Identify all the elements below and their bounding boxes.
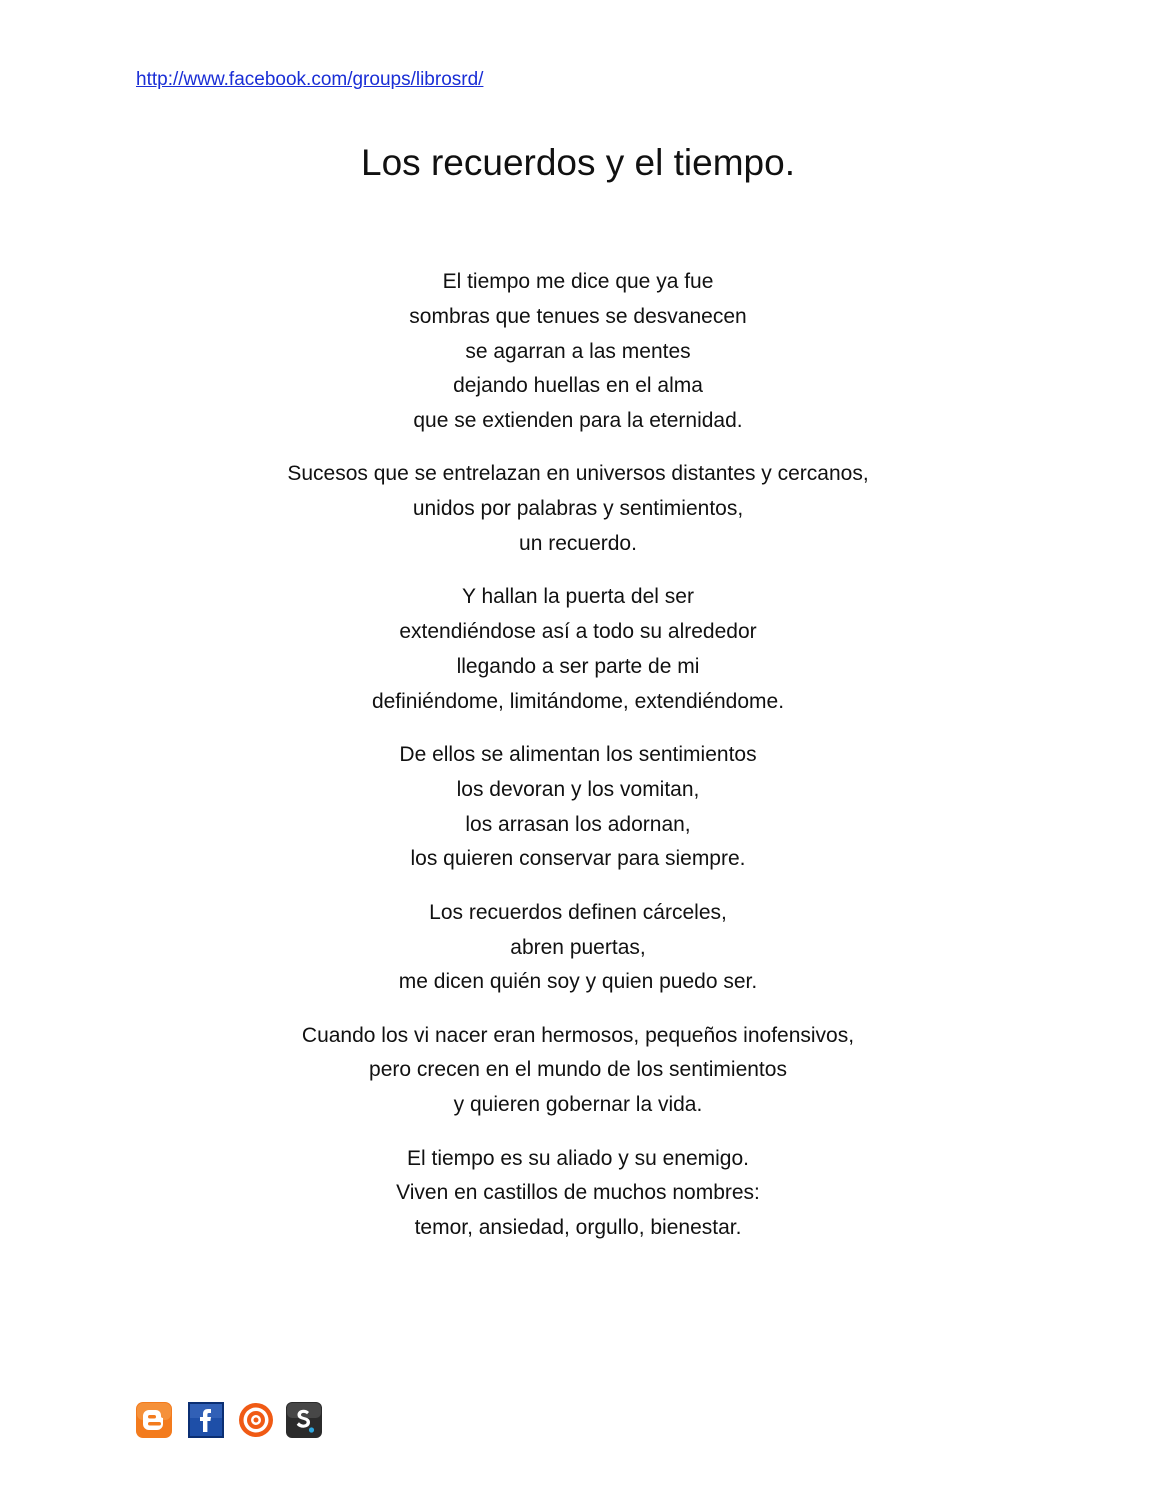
- poem-line: llegando a ser parte de mi: [456, 654, 700, 678]
- page-title: Los recuerdos y el tiempo.: [361, 142, 795, 183]
- stanza-4: [0, 738, 1156, 877]
- stanza-6: [0, 1019, 1156, 1123]
- poem-line: y quieren gobernar la vida.: [453, 1093, 703, 1117]
- poem-line: sombras que tenues se desvanecen: [409, 304, 747, 328]
- poem-line: los arrasan los adornan,: [465, 812, 691, 836]
- blogger-icon[interactable]: [136, 1402, 172, 1438]
- facebook-icon[interactable]: [188, 1402, 224, 1438]
- poem-line: Los recuerdos definen cárceles,: [429, 900, 727, 924]
- poem-line: pero crecen en el mundo de los sentimientos: [369, 1058, 787, 1082]
- poem-line: Y hallan la puerta del ser: [462, 585, 694, 609]
- stanza-1: [0, 265, 1156, 439]
- poem-line: los quieren conservar para siempre.: [410, 847, 746, 871]
- poem-line: Viven en castillos de muchos nombres:: [396, 1181, 760, 1205]
- poem-line: extendiéndose así a todo su alrededor: [399, 620, 757, 644]
- poem-line: Cuando los vi nacer eran hermosos, pequeños inofensivos,: [301, 1023, 855, 1047]
- poem-line: los devoran y los vomitan,: [456, 777, 700, 801]
- stanza-7: [0, 1142, 1156, 1246]
- poem-line: Sucesos que se entrelazan en universos distantes y cercanos,: [287, 462, 869, 486]
- stanza-5: [0, 896, 1156, 1000]
- stanza-3: [0, 580, 1156, 719]
- poem-line: me dicen quién soy y quien puedo ser.: [398, 970, 758, 994]
- poem-line: temor, ansiedad, orgullo, bienestar.: [414, 1216, 742, 1240]
- poem-line: se agarran a las mentes: [465, 339, 691, 363]
- poem-line: dejando huellas en el alma: [453, 374, 703, 398]
- poem-line: que se extienden para la eternidad.: [413, 409, 743, 433]
- poem-line: definiéndome, limitándome, extendiéndome.: [371, 689, 785, 713]
- target-icon[interactable]: [238, 1402, 274, 1438]
- poem-line: De ellos se alimentan los sentimientos: [399, 743, 757, 767]
- poem-line: unidos por palabras y sentimientos,: [412, 497, 744, 521]
- poem-line: un recuerdo.: [519, 532, 637, 556]
- scribd-icon[interactable]: [286, 1402, 322, 1438]
- facebook-group-link[interactable]: http://www.facebook.com/groups/librosrd/: [136, 69, 484, 90]
- poem-line: El tiempo me dice que ya fue: [442, 270, 714, 293]
- poem-body: [0, 265, 1156, 1264]
- poem-line: abren puertas,: [510, 935, 646, 959]
- stanza-2: [0, 457, 1156, 561]
- poem-line: El tiempo es su aliado y su enemigo.: [406, 1146, 750, 1170]
